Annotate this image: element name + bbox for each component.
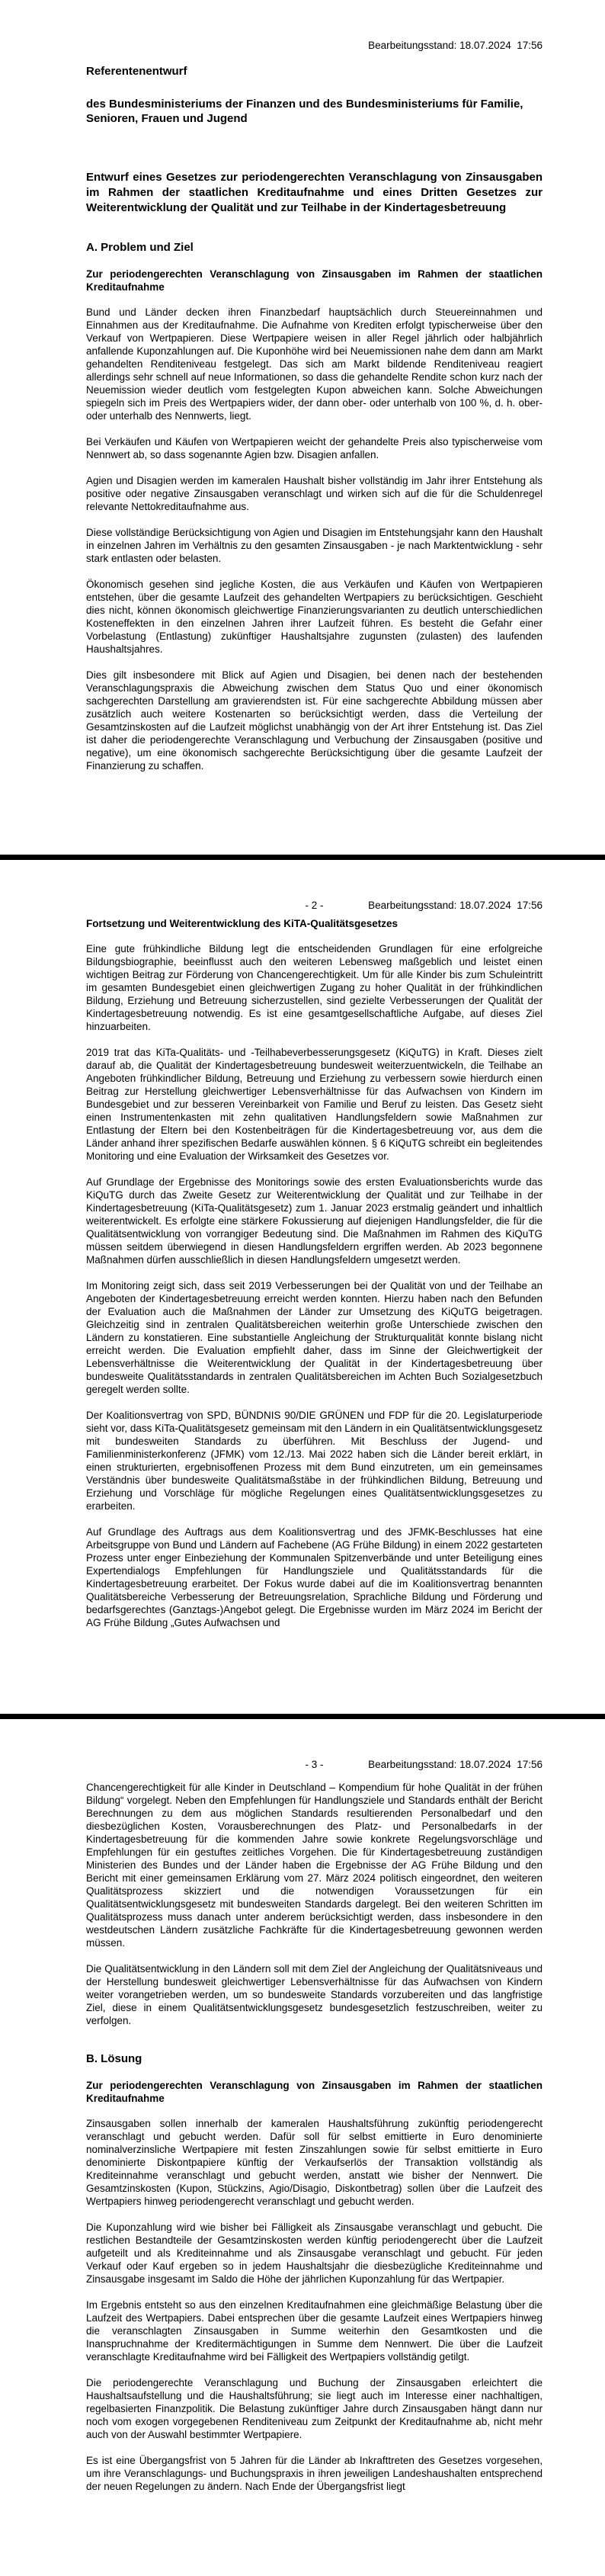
paragraph: Die Kuponzahlung wird wie bisher bei Fälligkeit als Zinsausgabe veranschlagt und gebucht. Die restlichen Bestandteile der Gesamtzinskosten werden künftig periodengerecht über die Laufzeit aufgeteilt und als Krediteinnahme und als Zinsausgabe veranschlagt und gebucht. Für jeden Verkauf oder Kauf ergeben so in jedem Haushaltsjahr die diesbezügliche Krediteinnahme und Zinsausgabe insgesamt im Saldo die Höhe der jährlichen Kuponzahlung für das Wertpapier. [86, 2222, 543, 2285]
page-separator [0, 1714, 605, 1719]
paragraph: Chancengerechtigkeit für alle Kinder in Deutschland – Kompendium für hohe Qualität in der frühen Bildung“ vorgelegt. Neben den Empfehlungen für Handlungsziele und Standards enthält der Bericht Berechnungen zu dem aus möglichen Standards resultierenden Personalbedarf und den diesbezüglichen Kosten, Vorausberechnungen des Platz- und Personalbedarfs in der Kindertagesbetreuung für die kommenden Jahre sowie konkrete Regelungsvorschläge und Empfehlungen für ein gestuftes zeitliches Vorgehen. Die für Kindertagesbetreuung zuständigen Ministerien des Bundes und der Länder haben die Ergebnisse der AG Frühe Bildung und den Bericht mit einer gemeinsamen Erklärung vom 27. März 2024 politisch eingeordnet, den weiteren Qualitätsprozess skizziert und die notwendigen Voraussetzungen für ein Qualitätsentwicklungsgesetz mit bundesweiten Standards dargelegt. Bei den weiteren Schritten im Qualitätsprozess muss danach unter anderem berücksichtigt werden, dass insbesondere in den westdeutschen Ländern zusätzliche Fachkräfte für die Kindertagesbetreuung gewonnen werden müssen. [86, 1782, 543, 1949]
page-1 [0, 0, 605, 855]
page-separator [0, 855, 605, 860]
paragraph: Bund und Länder decken ihren Finanzbedarf hauptsächlich durch Steuereinnahmen und Einnahmen aus der Kreditaufnahme. Die Aufnahme von Krediten erfolgt typischerweise über den Verkauf von Wertpapieren. Diese Wertpapiere weisen in aller Regel jährlich oder halbjährlich anfallende Kuponzahlungen auf. Die Kuponhöhe wird bei Neuemissionen nahe dem dann am Markt gehandelten Renditeniveau festgelegt. Das sich am Markt bildende Renditeniveau reagiert allerdings sehr schnell auf neue Informationen, so dass die gehandelte Rendite schon kurz nach der Neuemission wieder deutlich vom festgelegten Kupon abweichen kann. Solche Abweichungen spiegeln sich im Preis des Wertpapiers wider, der dann ober- oder unterhalb von 100 %, d. h. ober- oder unterhalb des Nennwerts, liegt. [86, 306, 543, 422]
paragraph: Auf Grundlage des Auftrags aus dem Koalitionsvertrag und des JFMK-Beschlusses hat eine Arbeitsgruppe von Bund und Ländern auf Fachebene (AG Frühe Bildung) in einem 2022 gestarteten Prozess unter enger Einbeziehung der Kommunalen Spitzenverbände und unter Beteiligung eines Expertendialogs Empfehlungen für Handlungsziele und Qualitätsstandards für die Kindertagesbetreuung erarbeitet. Der Fokus wurde dabei auf die im Koalitionsvertrag benannten Qualitätsbereiche Verbesserung der Betreuungsrelation, Sprachliche Bildung und Förderung und bedarfsgerechtes (Ganztags-)Angebot gelegt. Die Ergebnisse wurden im März 2024 im Bericht der AG Frühe Bildung „Gutes Aufwachsen und [86, 1526, 543, 1628]
paragraph: Der Koalitionsvertrag von SPD, BÜNDNIS 90/DIE GRÜNEN und FDP für die 20. Legislaturperiode sieht vor, dass KiTa-Qualitätsgesetz gemeinsam mit den Ländern in ein Qualitätsentwicklungsgesetz mit bundesweiten Standards zu überführen. Mit Beschluss der Jugend- und Familienministerkonferenz (JFMK) vom 12./13. Mai 2022 haben sich die Länder bereit erklärt, in einen strukturierten, ergebnisoffenen Prozess mit dem Bund einzutreten, um ein gemeinsames Verständnis über bundesweite Qualitätsmaßstäbe in der frühkindlichen Bildung, Betreuung und Erziehung und Vorschläge für mögliche Regelungen eines Qualitätsentwicklungsgesetzes zu erarbeiten. [86, 1410, 543, 1512]
paragraph: Diese vollständige Berücksichtigung von Agien und Disagien im Entstehungsjahr kann den Haushalt in einzelnen Jahren im Verhältnis zu den gesamten Zinsausgaben - je nach Marktentwicklung - sehr stark entlasten oder belasten. [86, 527, 543, 564]
paragraph: Es ist eine Übergangsfrist von 5 Jahren für die Länder ab Inkrafttreten des Gesetzes vorgesehen, um ihre Veranschlagungs- und Buchungspraxis in ihren jeweiligen Landeshaushalten entsprechend der neuen Regelungen zu ändern. Nach Ende der Übergangsfrist liegt [86, 2455, 543, 2492]
page-3 [0, 1719, 605, 2576]
paragraph: Im Ergebnis entsteht so aus den einzelnen Kreditaufnahmen eine gleichmäßige Belastung über die Laufzeit des Wertpapiers. Dabei entsprechen über die gesamte Laufzeit eines Wertpapiers hinweg die veranschlagten Zinsausgaben in Summe weiterhin den Gesamtkosten und die Inanspruchnahme der Kreditermächtigungen in Summe dem Nennwert. Die über die Laufzeit veranschlagte Kreditaufnahme wird bei Fälligkeit des Wertpapiers vollständig getilgt. [86, 2299, 543, 2363]
page-2 [0, 860, 605, 1714]
paragraph: Im Monitoring zeigt sich, dass seit 2019 Verbesserungen bei der Qualität von und der Teilhabe an Angeboten der Kindertagesbetreuung erreicht werden konnten. Hierzu haben nach den Befunden der Evaluation auch die Maßnahmen der Länder zur Umsetzung des KiQuTG beigetragen. Gleichzeitig sind in zentralen Qualitätsbereichen weiterhin große Unterschiede zwischen den Ländern zu konstatieren. Eine substantielle Angleichung der Strukturqualität konnte bislang nicht erreicht werden. Die Evaluation empfiehlt daher, dass im Sinne der Gleichwertigkeit der Lebensverhältnisse die Weiterentwicklung der Qualität in der Kindertagesbetreuung über bundesweite Qualitätsstandards in zentralen Qualitätsbereichen im Achten Buch Sozialgesetzbuch geregelt werden sollte. [86, 1280, 543, 1395]
page-number: - 3 - [305, 1759, 324, 1770]
status-line: Bearbeitungsstand: 18.07.2024 17:56 [368, 1759, 543, 1770]
page-number: - 2 - [305, 900, 324, 911]
topic-subheading: Fortsetzung und Weiterentwicklung des KiTA-Qualitätsgesetzes [86, 918, 399, 929]
paragraph: Auf Grundlage der Ergebnisse des Monitorings sowie des ersten Evaluationsberichts wurde das KiQuTG durch das Zweite Gesetz zur Weiterentwicklung der Qualität und zur Teilhabe in der Kindertagesbetreuung (KiTa-Qualitätsgesetz) zum 1. Januar 2023 erstmalig geändert und inhaltlich weiterentwickelt. Es erfolgte eine stärkere Fokussierung auf diejenigen Handlungsfelder, die für die Qualitätsentwicklung von vorrangiger Bedeutung sind. Die Maßnahmen im Rahmen des KiQuTG müssen seitdem überwiegend in diesen Handlungsfeldern ergriffen werden. Ab 2023 begonnene Maßnahmen dürfen ausschließlich in diesen Handlungsfeldern umgesetzt werden. [86, 1176, 543, 1266]
document-title: Referentenentwurf [86, 65, 187, 78]
page-header [86, 899, 543, 912]
section-heading: B. Lösung [86, 2052, 142, 2065]
section-heading: A. Problem und Ziel [86, 241, 194, 254]
paragraph: 2019 trat das KiTa-Qualitäts- und -Teilhabeverbesserungsgesetz (KiQuTG) in Kraft. Dieses zielt darauf ab, die Qualität der Kindertagesbetreuung bundesweit weiterzuentwickeln, die Teilhabe an Angeboten frühkindlicher Bildung, Betreuung und Erziehung zu verbessern sowie hierdurch einen Beitrag zur Herstellung gleichwertiger Lebensverhältnisse für das Aufwachsen von Kindern im Bundesgebiet und zur besseren Vereinbarkeit von Familie und Beruf zu leisten. Das Gesetz sieht einen Instrumentenkasten mit zehn qualitativen Handlungsfeldern sowie Maßnahmen zur Entlastung der Eltern bei den Kostenbeiträgen für die Kindertagesbetreuung vor, aus dem die Länder anhand ihrer spezifischen Bedarfe auswählen können. § 6 KiQuTG schreibt ein begleitendes Monitoring und eine Evaluation der Wirksamkeit des Gesetzes vor. [86, 1047, 543, 1162]
draft-law-title: Entwurf eines Gesetzes zur periodengerechten Veranschlagung von Zinsausgaben im Rahmen der staatlichen Kreditaufnahme und eines Dritten Gesetzes zur Weiterentwicklung der Qualität und zur Teilhabe in der Kindertagesbetreuung [86, 171, 543, 214]
page-header [86, 1758, 543, 1771]
page-content [86, 64, 543, 772]
paragraph: Die Qualitätsentwicklung in den Ländern soll mit dem Ziel der Angleichung der Qualitätsniveaus und der Herstellung bundesweit gleichwertiger Lebensverhältnisse für das Aufwachsen von Kindern weiter vorangetrieben werden, um so bundesweite Standards vorzubereiten und das langfristige Ziel, diese in einem Qualitätsentwicklungsgesetz bundesgesetzlich festzuschreiben, weiter zu verfolgen. [86, 1963, 543, 2026]
paragraph: Eine gute frühkindliche Bildung legt die entscheidenden Grundlagen für eine erfolgreiche Bildungsbiographie, beeinflusst auch den weiteren Lebensweg maßgeblich und leistet einen wichtigen Beitrag zur Förderung von Chancengerechtigkeit. Um für alle Kinder bis zum Schuleintritt im gesamten Bundesgebiet einen gleichwertigen Zugang zu hoher Qualität in der frühkindlichen Bildung, Erziehung und Betreuung sicherzustellen, sind gezielte Verbesserungen der Qualität der Kindertagesbetreuung notwendig. Es ist eine gesamtgesellschaftliche Aufgabe, auf dieses Ziel hinzuarbeiten. [86, 943, 543, 1032]
paragraph: Bei Verkäufen und Käufen von Wertpapieren weicht der gehandelte Preis also typischerweise vom Nennwert ab, so dass sogenannte Agien bzw. Disagien anfallen. [86, 436, 543, 460]
page-content [86, 917, 543, 1629]
topic-subheading: Zur periodengerechten Veranschlagung von Zinsausgaben im Rahmen der staatlichen Kreditaufnahme [86, 2080, 543, 2104]
status-line: Bearbeitungsstand: 18.07.2024 17:56 [368, 40, 543, 51]
topic-subheading: Zur periodengerechten Veranschlagung von Zinsausgaben im Rahmen der staatlichen Kreditaufnahme [86, 268, 543, 293]
paragraph: Zinsausgaben sollen innerhalb der kameralen Haushaltsführung zukünftig periodengerecht veranschlagt und gebucht werden. Dafür soll für selbst emittierte in Euro denominierte nominalverzinsliche Wertpapiere mit festen Zinszahlungen sowie für selbst emittierte in Euro denominierte Diskontpapiere künftig der Verkaufserlös der Transaktion vollständig als Krediteinnahme veranschlagt und gebucht werden, anstatt wie bisher der Nennwert. Die Gesamtzinskosten (Kupon, Stückzins, Agio/Disagio, Diskontbetrag) sollen über die Laufzeit des Wertpapiers hinweg periodengerecht veranschlagt und gebucht werden. [86, 2118, 543, 2207]
page-content [86, 1781, 543, 2493]
paragraph: Ökonomisch gesehen sind jegliche Kosten, die aus Verkäufen und Käufen von Wertpapieren entstehen, über die gesamte Laufzeit des gehandelten Wertpapiers zu berücksichtigen. Geschieht dies nicht, können ökonomisch gleichwertige Finanzierungsvarianten zu deutlich unterschiedlichen Kosteneffekten in den einzelnen Jahren ihrer Laufzeit führen. Es besteht die Gefahr einer Vorbelastung (Entlastung) zukünftiger Haushaltsjahre zugunsten (zulasten) des laufenden Haushaltsjahres. [86, 579, 543, 655]
paragraph: Die periodengerechte Veranschlagung und Buchung der Zinsausgaben erleichtert die Haushaltsaufstellung und die Haushaltsführung; sie liegt auch im Interesse einer nachhaltigen, regelbasierten Finanzpolitik. Die Belastung zukünftiger Jahre durch Zinsausgaben hängt dann nur noch vom exogen vorgegebenen Renditeniveau zum Zeitpunkt der Kreditaufnahme ab, nicht mehr auch von der Auswahl bestimmter Wertpapiere. [86, 2377, 543, 2440]
page-header [86, 39, 543, 52]
paragraph: Dies gilt insbesondere mit Blick auf Agien und Disagien, bei denen nach der bestehenden Veranschlagungspraxis die Abweichung zwischen dem Status Quo und einer ökonomisch sachgerechten Darstellung am gravierendsten ist. Für eine sachgerechte Abbildung müssen aber zusätzlich auch weitere Kostenarten so berücksichtigt werden, dass die Verteilung der Gesamtzinskosten auf die Laufzeit möglichst unabhängig von der Art ihrer Entstehung ist. Das Ziel ist daher die periodengerechte Veranschlagung und Verbuchung der Zinsausgaben (positive und negative), um eine ökonomisch sachgerechte Berücksichtigung über die gesamte Laufzeit der Finanzierung zu schaffen. [86, 669, 543, 772]
paragraph: Agien und Disagien werden im kameralen Haushalt bisher vollständig im Jahr ihrer Entstehung als positive oder negative Zinsausgaben veranschlagt und wirken sich auf die für die Schuldenregel relevante Nettokreditaufnahme aus. [86, 475, 543, 512]
document-subtitle: des Bundesministeriums der Finanzen und des Bundesministeriums für Familie, Senioren, Frauen und Jugend [86, 98, 523, 125]
status-line: Bearbeitungsstand: 18.07.2024 17:56 [368, 900, 543, 911]
